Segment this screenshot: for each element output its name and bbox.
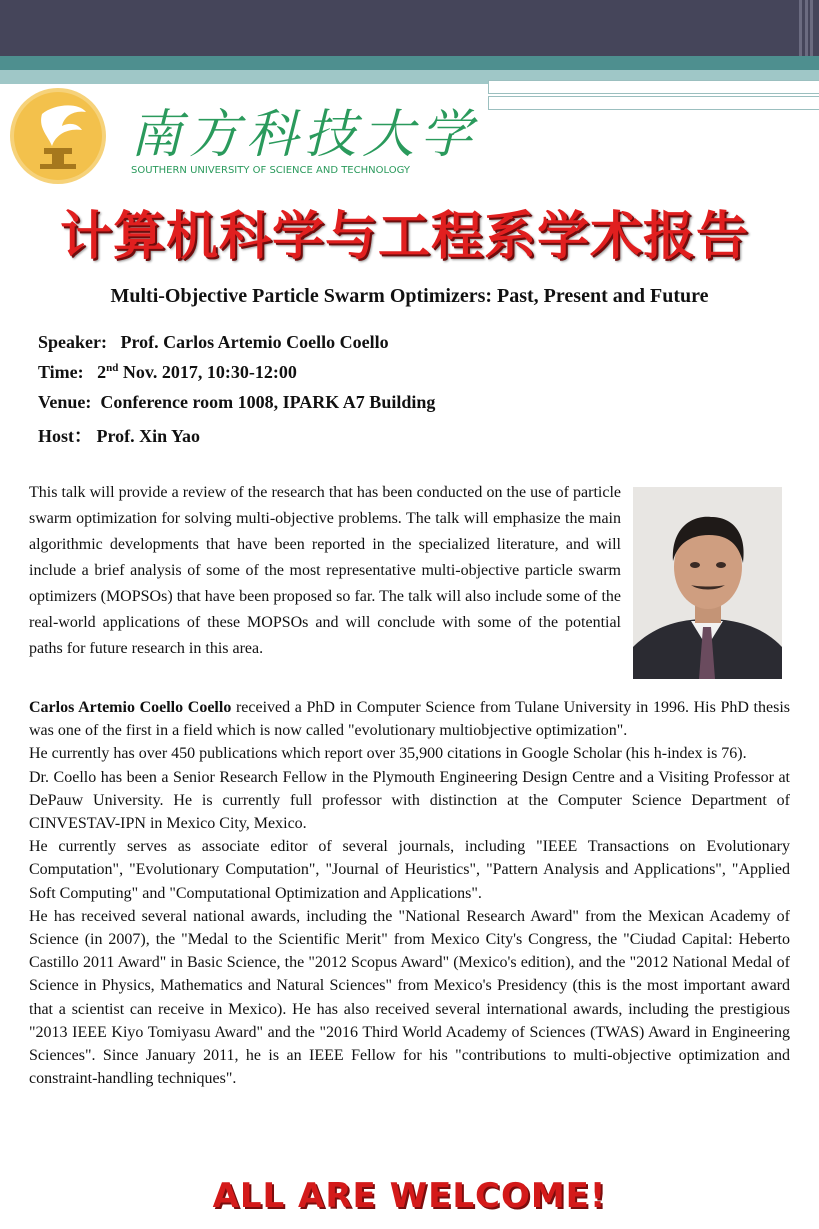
time-suffix: nd xyxy=(106,362,119,374)
header-stripe-teal xyxy=(0,56,819,70)
venue-label: Venue: xyxy=(38,392,92,412)
speaker-name: Prof. Carlos Artemio Coello Coello xyxy=(120,332,389,352)
header-bars-decoration xyxy=(799,0,813,56)
venue-text: Conference room 1008, IPARK A7 Building xyxy=(100,392,436,412)
welcome-banner: ALL ARE WELCOME! xyxy=(212,1176,607,1216)
header-band xyxy=(0,0,819,56)
speaker-line xyxy=(38,332,389,353)
host-label: Host： xyxy=(38,426,92,446)
header-deco-box-1 xyxy=(488,80,819,94)
time-day: 2 xyxy=(97,362,107,382)
host-line xyxy=(38,422,200,448)
venue-line xyxy=(38,392,435,413)
speaker-label: Speaker: xyxy=(38,332,107,352)
time-line xyxy=(38,362,297,383)
time-rest: Nov. 2017, 10:30-12:00 xyxy=(122,362,297,382)
speaker-photo xyxy=(633,487,782,679)
header-deco-box-2 xyxy=(488,96,819,110)
university-name-cn: 南方科技大学 xyxy=(130,105,479,165)
host-name: Prof. Xin Yao xyxy=(96,426,200,446)
bio-name: Carlos Artemio Coello Coello xyxy=(29,699,232,716)
time-label: Time: xyxy=(38,362,84,382)
talk-title: Multi-Objective Particle Swarm Optimizers: Past, Present and Future xyxy=(110,285,709,307)
department-title: 计算机科学与工程系学术报告 xyxy=(60,207,750,267)
header-deco-box-3 xyxy=(0,80,488,84)
university-name-en: SOUTHERN UNIVERSITY OF SCIENCE AND TECHNOLOGY xyxy=(131,165,410,176)
header-stripe-light xyxy=(0,70,819,80)
torch-logo-icon xyxy=(8,86,108,186)
bio-paragraph-2: He currently has over 450 publications which report over 35,900 citations in Google Scholar (his h-index is 76). xyxy=(29,745,747,763)
speaker-bio xyxy=(29,696,790,1090)
bio-paragraph-3: Dr. Coello has been a Senior Research Fellow in the Plymouth Engineering Design Centre and a Visiting Professor at DePauw University. He is currently full professor with distinction at the Computer Science Department of CINVESTAV-IPN in Mexico City, Mexico. xyxy=(29,768,790,833)
bio-paragraph-1: Carlos Artemio Coello Coello received a PhD in Computer Science from Tulane University in 1996. His PhD thesis was one of the first in a field which is now called "evolutionary multiobjective optimization". xyxy=(29,699,790,740)
bio-paragraph-5: He has received several national awards, including the "National Research Award" from the Mexican Academy of Science (in 2007), the "Medal to the Scientific Merit" from Mexico City's Congress, the "Ciudad Capital: Heberto Castillo 2011 Award" in Basic Science, the "2012 Scopus Award" (Mexico's edition), and the "2012 National Medal of Science in Physics, Mathematics and Natural Sciences" from Mexico's Presidency (this is the most important award that a scientist can receive in Mexico). He has also received several international awards, including the prestigious "2013 IEEE Kiyo Tomiyasu Award" and the "2016 Third World Academy of Sciences (TWAS) Award in Engineering Sciences". Since January 2011, he is an IEEE Fellow for his "contributions to multi-objective optimization and constraint-handling techniques". xyxy=(29,907,790,1088)
talk-abstract: This talk will provide a review of the research that has been conducted on the use of particle swarm optimization for solving multi-objective problems. The talk will emphasize the main algorithmic developments that have been reported in the specialized literature, and will include a brief analysis of some of the most representative multi-objective particle swarm optimizers (MOPSOs) that have been proposed so far. The talk will also include some of the real-world applications of these MOPSOs and will conclude with some of the potential paths for future research in this area. xyxy=(29,484,621,657)
bio-paragraph-4: He currently serves as associate editor of several journals, including "IEEE Transactions on Evolutionary Computation", "Evolutionary Computation", "Journal of Heuristics", "Pattern Analysis and Applications", "Applied Soft Computing" and "Computational Optimization and Applications". xyxy=(29,838,790,902)
